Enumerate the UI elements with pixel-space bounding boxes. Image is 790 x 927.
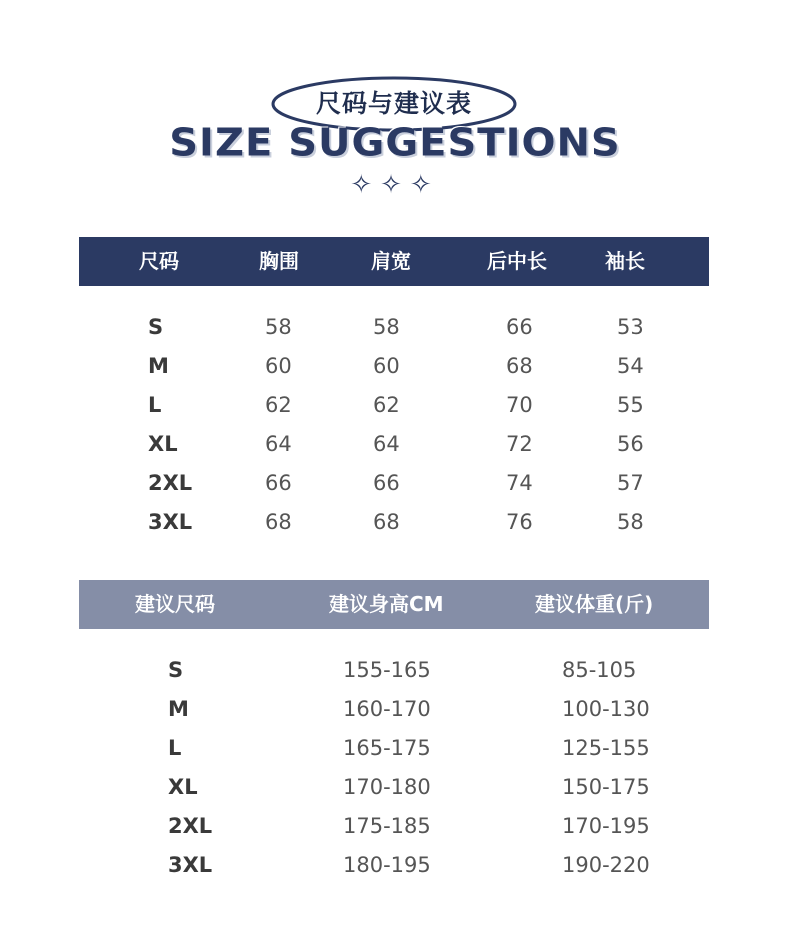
- table-row: [79, 386, 709, 425]
- suggestion-table-header: [79, 580, 709, 629]
- cell-length: 68: [506, 354, 533, 378]
- header-size: 尺码: [139, 249, 179, 273]
- table-row: [79, 729, 709, 768]
- cell-weight: 190-220: [562, 853, 650, 877]
- cell-weight: 150-175: [562, 775, 650, 799]
- sparkle-icon: ✧✧✧: [350, 170, 440, 200]
- cell-height: 160-170: [343, 697, 431, 721]
- cell-chest: 64: [265, 432, 292, 456]
- cell-size: 2XL: [148, 471, 193, 495]
- cell-length: 66: [506, 315, 533, 339]
- cell-shoulder: 62: [373, 393, 400, 417]
- cell-length: 74: [506, 471, 533, 495]
- measurement-table: [79, 237, 709, 534]
- cell-shoulder: 66: [373, 471, 400, 495]
- cell-shoulder: 60: [373, 354, 400, 378]
- cell-weight: 100-130: [562, 697, 650, 721]
- table-row: [79, 308, 709, 347]
- cell-chest: 66: [265, 471, 292, 495]
- table-row: [79, 690, 709, 729]
- cell-chest: 58: [265, 315, 292, 339]
- cell-chest: 68: [265, 510, 292, 534]
- header-suggested-size: 建议尺码: [135, 592, 215, 616]
- header-suggested-weight: 建议体重(斤): [535, 592, 654, 616]
- page-header: [0, 0, 790, 220]
- header-suggested-height: 建议身高CM: [329, 592, 444, 616]
- cell-height: 180-195: [343, 853, 431, 877]
- cell-size: 3XL: [168, 853, 213, 877]
- table-row: [79, 807, 709, 846]
- cell-size: XL: [148, 432, 178, 456]
- cell-length: 72: [506, 432, 533, 456]
- cell-length: 76: [506, 510, 533, 534]
- cell-length: 70: [506, 393, 533, 417]
- cell-sleeve: 57: [617, 471, 644, 495]
- cell-weight: 85-105: [562, 658, 637, 682]
- cell-size: M: [148, 354, 169, 378]
- header-sleeve: 袖长: [605, 249, 645, 273]
- cell-sleeve: 56: [617, 432, 644, 456]
- cell-height: 170-180: [343, 775, 431, 799]
- page-title-en: SIZE SUGGESTIONS: [169, 121, 621, 165]
- header-back-length: 后中长: [487, 249, 547, 273]
- cell-height: 175-185: [343, 814, 431, 838]
- cell-size: L: [168, 736, 182, 760]
- cell-sleeve: 54: [617, 354, 644, 378]
- header-shoulder: 肩宽: [371, 249, 411, 273]
- cell-size: S: [168, 658, 184, 682]
- cell-shoulder: 58: [373, 315, 400, 339]
- cell-size: M: [168, 697, 189, 721]
- cell-shoulder: 68: [373, 510, 400, 534]
- table-row: [79, 651, 709, 690]
- table-row: [79, 768, 709, 807]
- cell-chest: 62: [265, 393, 292, 417]
- cell-weight: 125-155: [562, 736, 650, 760]
- measurement-table-header: [79, 237, 709, 286]
- cell-size: XL: [168, 775, 198, 799]
- cell-height: 165-175: [343, 736, 431, 760]
- cell-size: 2XL: [168, 814, 213, 838]
- cell-sleeve: 53: [617, 315, 644, 339]
- table-row: [79, 503, 709, 542]
- table-row: [79, 464, 709, 503]
- cell-height: 155-165: [343, 658, 431, 682]
- cell-size: S: [148, 315, 164, 339]
- cell-sleeve: 58: [617, 510, 644, 534]
- table-row: [79, 347, 709, 386]
- table-row: [79, 846, 709, 885]
- cell-sleeve: 55: [617, 393, 644, 417]
- header-chest: 胸围: [259, 249, 299, 273]
- suggestion-table: [79, 580, 709, 877]
- cell-weight: 170-195: [562, 814, 650, 838]
- cell-size: L: [148, 393, 162, 417]
- table-row: [79, 425, 709, 464]
- page-title-cn: 尺码与建议表: [315, 89, 472, 118]
- cell-chest: 60: [265, 354, 292, 378]
- cell-shoulder: 64: [373, 432, 400, 456]
- cell-size: 3XL: [148, 510, 193, 534]
